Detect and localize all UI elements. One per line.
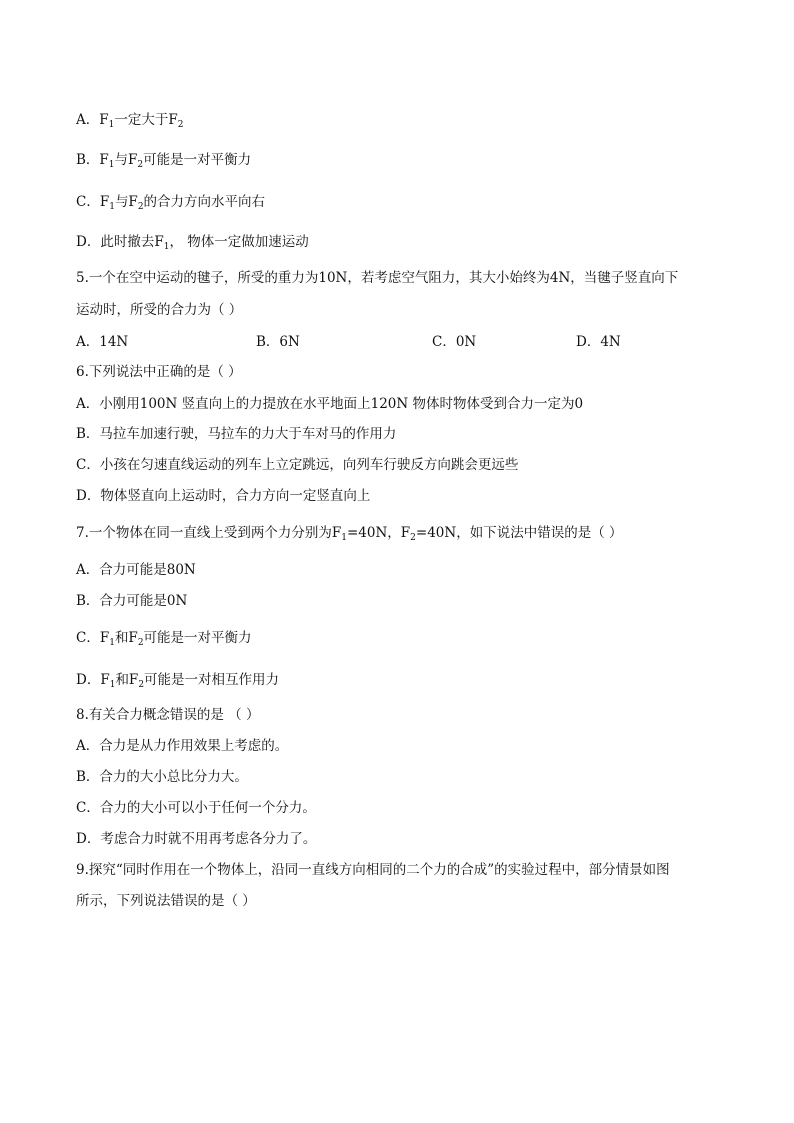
q6-option-a: A．小刚用100N 竖直向上的力提放在水平地面上120N 物体时物体受到合力一定为0 [76,396,584,412]
q5-option-c: C．0N [432,334,477,350]
q6-option-c: C．小孩在匀速直线运动的列车上立定跳远，向列车行驶反方向跳会更远些 [76,457,519,473]
q5-stem-line1: 5.一个在空中运动的毽子，所受的重力为10N，若考虑空气阻力，其大小始终为4N，当毽子竖直向下 [76,270,679,286]
q5-option-b: B．6N [256,334,300,350]
q8-option-d: D．考虑合力时就不用再考虑各分力了。 [76,831,317,847]
q7-option-c: C．$F_1$和$F_2$可能是一对平衡力 [76,630,252,648]
q4-option-b: B．$F_1$与$F_2$可能是一对平衡力 [76,152,252,170]
q8-option-c: C．合力的大小可以小于任何一个分力。 [76,800,316,816]
q5-option-d: D．4N [576,334,621,350]
q6-stem: 6.下列说法中正确的是（ ） [76,364,242,380]
q4-option-d: D．此时撤去$F_1$， 物体一定做加速运动 [76,234,309,252]
q9-stem-line2: 所示，下列说法错误的是（ ） [76,893,256,909]
q7-option-b: B．合力可能是0N [76,593,188,609]
q7-stem: 7.一个物体在同一直线上受到两个力分别为$F_1=40N$，$F_2=40N$，如下说法中错误的是（ ） [76,525,623,543]
q4-option-c: C．$F_1$与$F_2$的合力方向水平向右 [76,194,266,212]
q5-option-a: A．14N [76,334,129,350]
q7-option-a: A．合力可能是80N [76,562,196,578]
q9-stem-line1: 9.探究“同时作用在一个物体上，沿同一直线方向相同的二个力的合成”的实验过程中，部分情景如图 [76,862,670,878]
q8-stem: 8.有关合力概念错误的是 （ ） [76,707,260,723]
q5-stem-line2: 运动时，所受的合力为（ ） [76,302,243,318]
q6-option-d: D．物体竖直向上运动时，合力方向一定竖直向上 [76,488,371,504]
q8-option-a: A．合力是从力作用效果上考虑的。 [76,738,289,754]
q7-option-d: D．$F_1$和$F_2$可能是一对相互作用力 [76,672,280,690]
q6-option-b: B．马拉车加速行驶，马拉车的力大于车对马的作用力 [76,426,397,442]
q8-option-b: B．合力的大小总比分力大。 [76,769,248,785]
q4-option-a: A．$F_1$一定大于$F_2$ [76,112,184,130]
